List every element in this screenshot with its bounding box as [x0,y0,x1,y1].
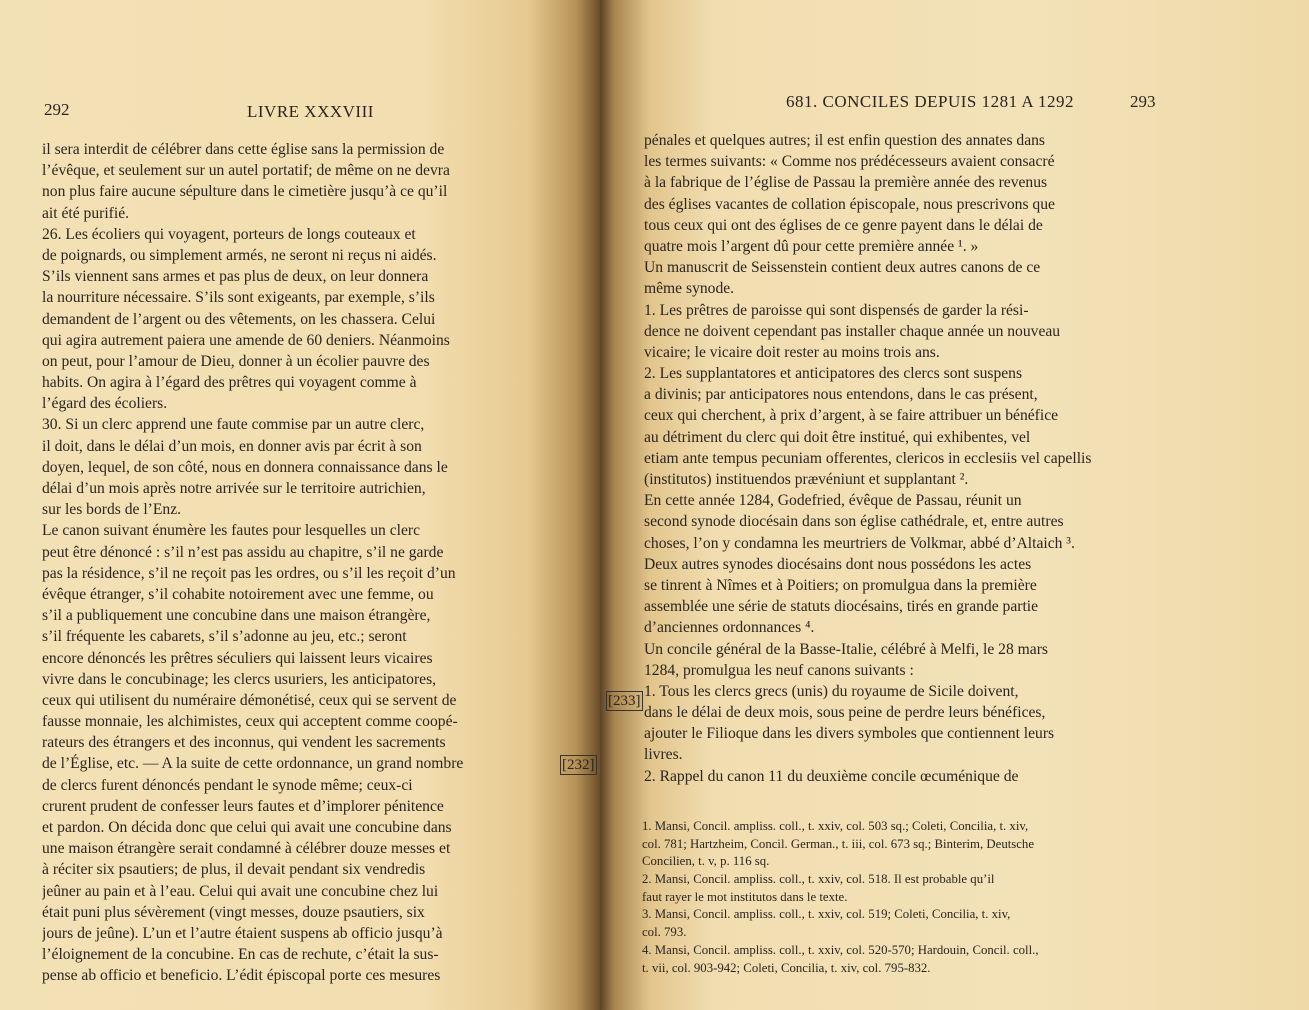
text-line: évêque étranger, s’il cohabite notoirement avec une femme, ou [42,585,434,603]
text-line: pense ab officio et beneficio. L’édit épiscopal porte ces mesures [42,967,441,985]
text-line: et pardon. On décida donc que celui qui avait une concubine dans [42,819,452,836]
text-line: Un concile général de la Basse-Italie, célébré à Melfi, le 28 mars [644,640,1048,658]
text-line: à la fabrique de l’église de Passau la première année des revenus [644,174,1048,192]
text-line: la nourriture nécessaire. S’ils sont exigeants, par exemple, s’ils [42,289,435,307]
text-line: qui agira autrement paiera une amende de 60 deniers. Néanmoins [42,331,450,349]
page-number: 293 [1130,92,1156,111]
text-line: encore dénoncés les prêtres séculiers qui laissent leurs vicaires [42,649,433,667]
footnote-line: col. 793. [642,925,687,940]
footnote-line: col. 781; Hartzheim, Concil. German., t. iii, col. 673 sq.; Binterim, Deutsche [642,836,1035,851]
text-line: 1. Tous les clercs grecs (unis) du royaume de Sicile doivent, [644,682,1019,700]
text-line: de clercs furent dénoncés pendant le synode même; ceux-ci [42,776,413,794]
text-line: Le canon suivant énumère les fautes pour lesquelles un clerc [42,522,421,540]
page-number: 292 [44,100,70,119]
text-line: sur les bords de l’Enz. [42,501,182,519]
text-line: etiam ante tempus pecuniam offerentes, clericos in ecclesiis vel capellis [644,449,1092,467]
text-line: demandent de l’argent ou des vêtements, on les chassera. Celui [42,310,436,328]
text-line: quatre mois l’argent dû pour cette première année ¹. » [644,237,979,255]
text-line: 1. Les prêtres de paroisse qui sont dispensés de garder la rési- [644,301,1029,319]
text-line: choses, l’on y condamna les meurtriers de Volkmar, abbé d’Altaich ³. [644,534,1075,552]
text-line: dence ne doivent cependant pas installer chaque année un nouveau [644,322,1061,340]
text-line: En cette année 1284, Godefried, évêque de Passau, réunit un [644,492,1022,510]
text-line: S’ils viennent sans armes et pas plus de deux, on leur donnera [42,268,429,286]
text-line: Deux autres synodes diocésains dont nous possédons les actes [644,555,1032,573]
text-line: de poignards, ou simplement armés, ne seront ni reçus ni aidés. [42,246,437,264]
text-line: des églises vacantes de collation épiscopale, nous prescrivons que [644,195,1055,213]
text-line: assemblée une série de statuts diocésains, tirés en grande partie [644,598,1039,616]
text-line: non plus faire aucune sépulture dans le cimetière jusqu’à ce qu’il [42,183,448,201]
text-line: l’égard des écoliers. [42,395,168,413]
text-line: 1284, promulgua les neuf canons suivants : [644,661,914,679]
text-line: même synode. [644,280,735,298]
text-line: les termes suivants: « Comme nos prédécesseurs avaient consacré [644,153,1055,171]
text-line: fausse monnaie, les alchimistes, ceux qui acceptent comme coopé- [42,713,458,731]
text-line: une maison étrangère serait condamné à célébrer douze messes et [42,840,451,858]
text-line: pas la résidence, s’il ne reçoit pas les ordres, ou s’il les reçoit d’un [42,564,456,582]
text-line: ait été purifié. [42,204,130,222]
text-line: l’éloignement de la concubine. En cas de rechute, c’était la sus- [42,946,439,964]
text-line: au détriment du clerc qui doit être institué, qui exhibentes, vel [644,428,1031,446]
text-line: tous ceux qui ont des églises de ce genre payent dans le délai de [644,216,1043,234]
margin-page-reference: [232] [562,757,595,773]
footnotes [642,818,1158,977]
text-line: livres. [644,746,683,764]
text-line: jours de jeûne). L’un et l’autre étaient suspens ab officio jusqu’à [42,924,443,942]
text-line: ajouter le Filioque dans les divers symboles que contiennent leurs [644,725,1055,743]
footnote-line: 3. Mansi, Concil. ampliss. coll., t. xxiv, col. 519; Coleti, Concilia, t. xiv, [642,907,1011,922]
text-line: (institutos) instituendos prævéniunt et supplantant ². [644,471,969,488]
left-page [0,0,600,1010]
text-line: peut être dénoncé : s’il n’est pas assidu au chapitre, s’il ne garde [42,543,444,561]
margin-page-reference: [233] [608,693,641,709]
text-line: se tinrent à Nîmes et à Poitiers; on promulgua dans la première [644,576,1037,594]
text-line: doyen, lequel, de son côté, nous en donnera connaissance dans le [42,458,448,476]
text-line: 2. Les supplantatores et anticipatores des clercs sont suspens [644,365,1023,383]
text-line: a divinis; par anticipatores nous entendons, dans le cas présent, [644,386,1038,404]
right-page [600,0,1309,1010]
text-line: 26. Les écoliers qui voyagent, porteurs de longs couteaux et [42,225,416,243]
text-line: 2. Rappel du canon 11 du deuxième concile œcuménique de [644,767,1019,785]
text-line: était puni plus sévèrement (vingt messes, douze psautiers, six [42,903,425,921]
text-line: l’évêque, et seulement sur un autel portatif; de même on ne devra [42,162,450,180]
body-text [42,139,560,987]
text-line: habits. On agira à l’égard des prêtres qui voyagent comme à [42,374,417,392]
running-head: 681. CONCILES DEPUIS 1281 A 1292 [786,92,1075,111]
text-line: jeûner au pain et à l’eau. Celui qui avait une concubine chez lui [42,882,439,900]
footnote-line: 4. Mansi, Concil. ampliss. coll., t. xxiv, col. 520-570; Hardouin, Concil. coll., [642,942,1039,957]
footnote-line: Concilien, t. v, p. 116 sq. [642,854,770,869]
footnote-line: 1. Mansi, Concil. ampliss. coll., t. xxiv, col. 503 sq.; Coleti, Concilia, t. xiv, [642,819,1029,833]
text-line: dans le délai de deux mois, sous peine de perdre leurs bénéfices, [644,704,1046,722]
text-line: 30. Si un clerc apprend une faute commise par un autre clerc, [42,416,425,434]
text-line: s’il fréquente les cabarets, s’il s’adonne au jeu, etc.; seront [42,628,407,646]
text-line: on peut, pour l’amour de Dieu, donner à un écolier pauvre des [42,352,430,370]
text-line: à réciter six psautiers; de plus, il devait pendant six vendredis [42,861,426,879]
text-line: ceux qui cherchent, à prix d’argent, à se faire attribuer un bénéfice [644,407,1059,425]
text-line: vivre dans le concubinage; les clercs usuriers, les anticipatores, [42,670,437,688]
text-line: pénales et quelques autres; il est enfin question des annates dans [644,132,1045,149]
footnote-line: 2. Mansi, Concil. ampliss. coll., t. xxiv, col. 518. Il est probable qu’il [642,872,995,887]
text-line: il doit, dans le délai d’un mois, en donner avis par écrit à son [42,437,422,455]
text-line: rateurs des étrangers et des inconnus, qui vendent les sacrements [42,734,446,752]
text-line: vicaire; le vicaire doit rester au moins trois ans. [644,343,940,361]
text-line: délai d’un mois après notre arrivée sur le territoire autrichien, [42,480,426,497]
text-line: crurent prudent de confesser leurs fautes et d’implorer pénitence [42,797,444,815]
text-line: il sera interdit de célébrer dans cette église sans la permission de [42,141,445,158]
text-line: second synode diocésain dans son église cathédrale, et, entre autres [644,513,1064,531]
running-head: LIVRE XXXVIII [247,102,374,121]
text-line: de l’Église, etc. — A la suite de cette ordonnance, un grand nombre [42,755,464,773]
text-line: d’anciennes ordonnances ⁴. [644,619,815,637]
body-text [644,130,1164,787]
text-line: Un manuscrit de Seissenstein contient deux autres canons de ce [644,259,1041,277]
footnote-line: t. vii, col. 903-942; Coleti, Concilia, t. xiv, col. 795-832. [642,960,931,975]
text-line: s’il a publiquement une concubine dans une maison étrangère, [42,607,431,625]
footnote-line: faut rayer le mot institutos dans le texte. [642,889,848,904]
text-line: ceux qui utilisent du numéraire démonétisé, ceux qui se servent de [42,691,457,709]
